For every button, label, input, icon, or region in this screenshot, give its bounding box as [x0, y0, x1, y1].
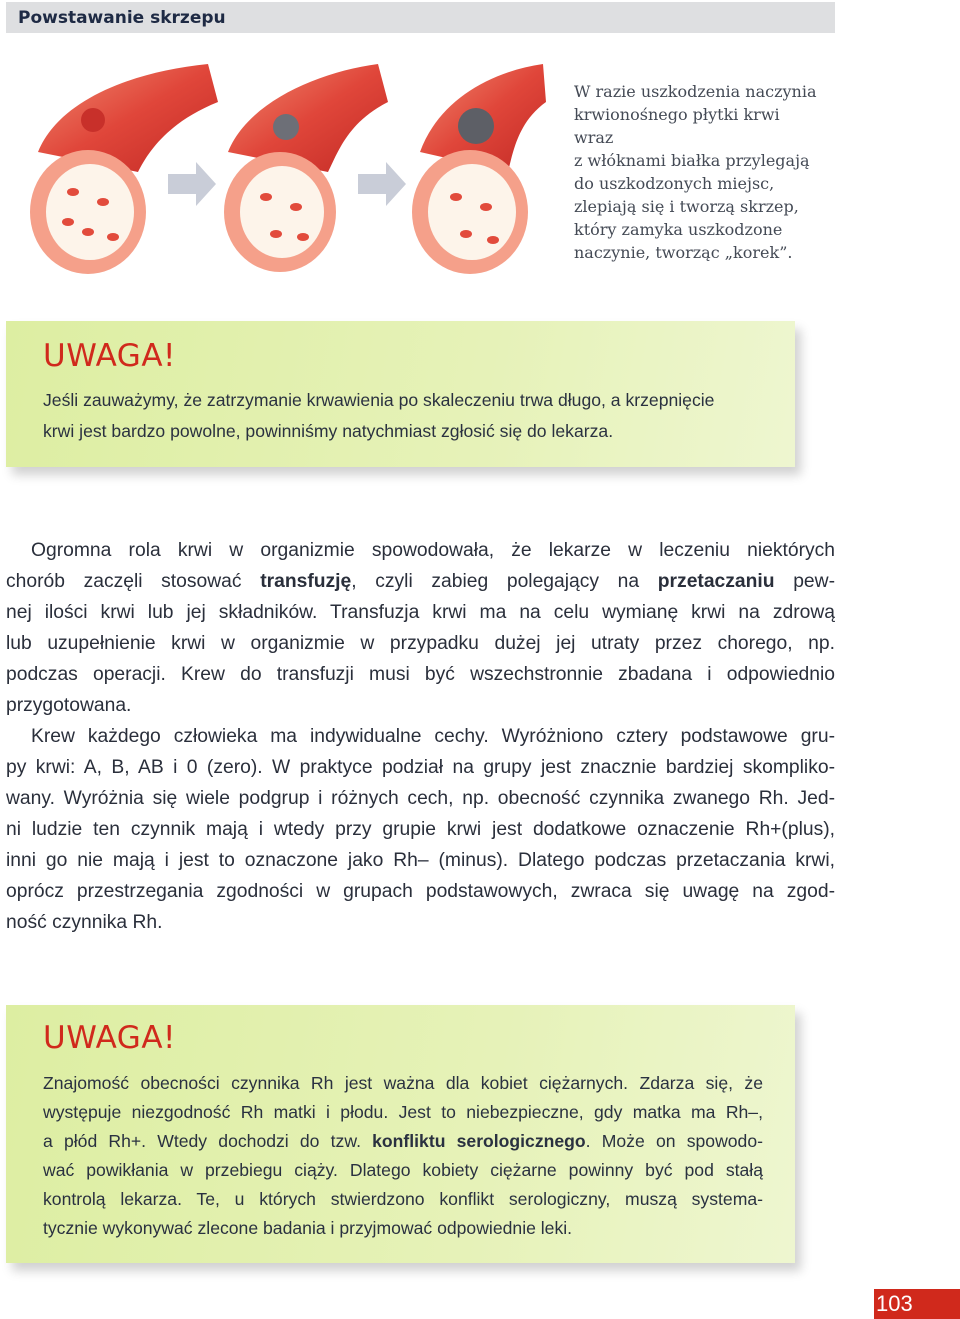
caption-line: naczynie, tworząc „korek”. — [574, 243, 793, 262]
text-run: a płód Rh+. Wtedy dochodzi do tzw. — [43, 1131, 373, 1151]
warning-line: Jeśli zauważymy, że zatrzymanie krwawienia po skaleczeniu trwa długo, a krzepnięcie — [43, 390, 715, 410]
text-run: pew- — [774, 571, 835, 592]
vessel-stage-2 — [224, 64, 388, 272]
paragraph-line: Krew każdego człowieka ma indywidualne cechy. Wyróżniono cztery podstawowe gru- — [31, 726, 835, 747]
caption-line: który zamyka uszkodzone — [574, 220, 783, 239]
paragraph-line: inni go nie mają i jest to oznaczone jako Rh– (minus). Dlatego podczas przetaczania krwi, — [6, 850, 835, 871]
warning-text — [43, 385, 783, 447]
caption-line: z włóknami białka przylegają — [574, 151, 810, 170]
section-title: Powstawanie skrzepu — [18, 8, 226, 28]
paragraph-line: oprócz przestrzegania zgodności w grupach podstawowych, zwraca się uwagę na zgod- — [6, 881, 835, 902]
term-serological-conflict: konfliktu serologicznego — [372, 1131, 586, 1151]
caption-line: do uszkodzonych miejsc, — [574, 174, 775, 193]
section-header-bar — [6, 2, 835, 33]
illustration-caption — [574, 80, 824, 264]
paragraph-line: ność czynnika Rh. — [6, 912, 163, 933]
warning-title: UWAGA! — [43, 1020, 176, 1056]
vessel-stage-3 — [412, 64, 546, 274]
warning-text — [43, 1069, 763, 1243]
paragraph-line: Ogromna rola krwi w organizmie spowodowała, że lekarze w leczeniu niektórych — [31, 540, 835, 561]
warning-line: tycznie wykonywać zlecone badania i przyjmować odpowiednie leki. — [43, 1218, 573, 1238]
paragraph-line: podczas operacji. Krew do transfuzji musi być wszechstronnie zbadana i odpowiednio — [6, 664, 835, 685]
clot-formation-illustration — [18, 62, 548, 280]
paragraph-line: lub uzupełnienie krwi w organizmie w przypadku dużej jej utraty przez chorego, np. — [6, 633, 835, 654]
paragraph-line: py krwi: A, B, AB i 0 (zero). W praktyce podział na grupy jest znacznie bardziej skompliko- — [6, 757, 835, 778]
text-run: . Może on spowodo- — [585, 1131, 763, 1151]
warning-line: Znajomość obecności czynnika Rh jest ważna dla kobiet ciężarnych. Zdarza się, że — [43, 1073, 763, 1093]
text-run: chorób zaczęli stosować — [6, 571, 261, 592]
page-number: 103 — [876, 1291, 913, 1316]
warning-title: UWAGA! — [43, 338, 176, 374]
warning-line: krwi jest bardzo powolne, powinniśmy natychmiast zgłosić się do lekarza. — [43, 421, 614, 441]
arrow-icon — [358, 162, 406, 206]
caption-line: W razie uszkodzenia naczynia — [574, 82, 817, 101]
warning-line: występuje niezgodność Rh matki i płodu. Jest to niebezpieczne, gdy matka ma Rh–, — [43, 1102, 763, 1122]
paragraph-line — [6, 566, 835, 597]
paragraph-line: wany. Wyróżnia się wiele podgrup i różnych cech, np. obecność czynnika zwanego Rh. Jed- — [6, 788, 835, 809]
warning-line: kontrolą lekarza. Te, u których stwierdzono konflikt serologiczny, muszą systema- — [43, 1189, 763, 1209]
text-run: , czyli zabieg polegający na — [351, 571, 658, 592]
paragraph-line: ni ludzie ten czynnik mają i wtedy przy grupie krwi jest dodatkowe oznaczenie Rh+(plus), — [6, 819, 835, 840]
warning-box-rh — [6, 1005, 795, 1263]
body-text — [6, 535, 835, 938]
caption-line: krwionośnego płytki krwi wraz — [574, 105, 780, 147]
paragraph-line: przygotowana. — [6, 695, 132, 716]
warning-box-bleeding — [6, 321, 795, 467]
term-transfer: przetaczaniu — [657, 571, 775, 592]
warning-line: wać powikłania w przebiegu ciąży. Dlatego kobiety ciężarne powinny być pod stałą — [43, 1160, 763, 1180]
paragraph-line: nej ilości krwi lub jej składników. Transfuzja krwi ma na celu wymianę krwi na zdrową — [6, 602, 835, 623]
vessel-stage-1 — [30, 64, 218, 274]
warning-line — [43, 1127, 763, 1156]
arrow-icon — [168, 162, 216, 206]
caption-line: zlepiają się i tworzą skrzep, — [574, 197, 799, 216]
term-transfusion: transfuzję — [260, 571, 352, 592]
